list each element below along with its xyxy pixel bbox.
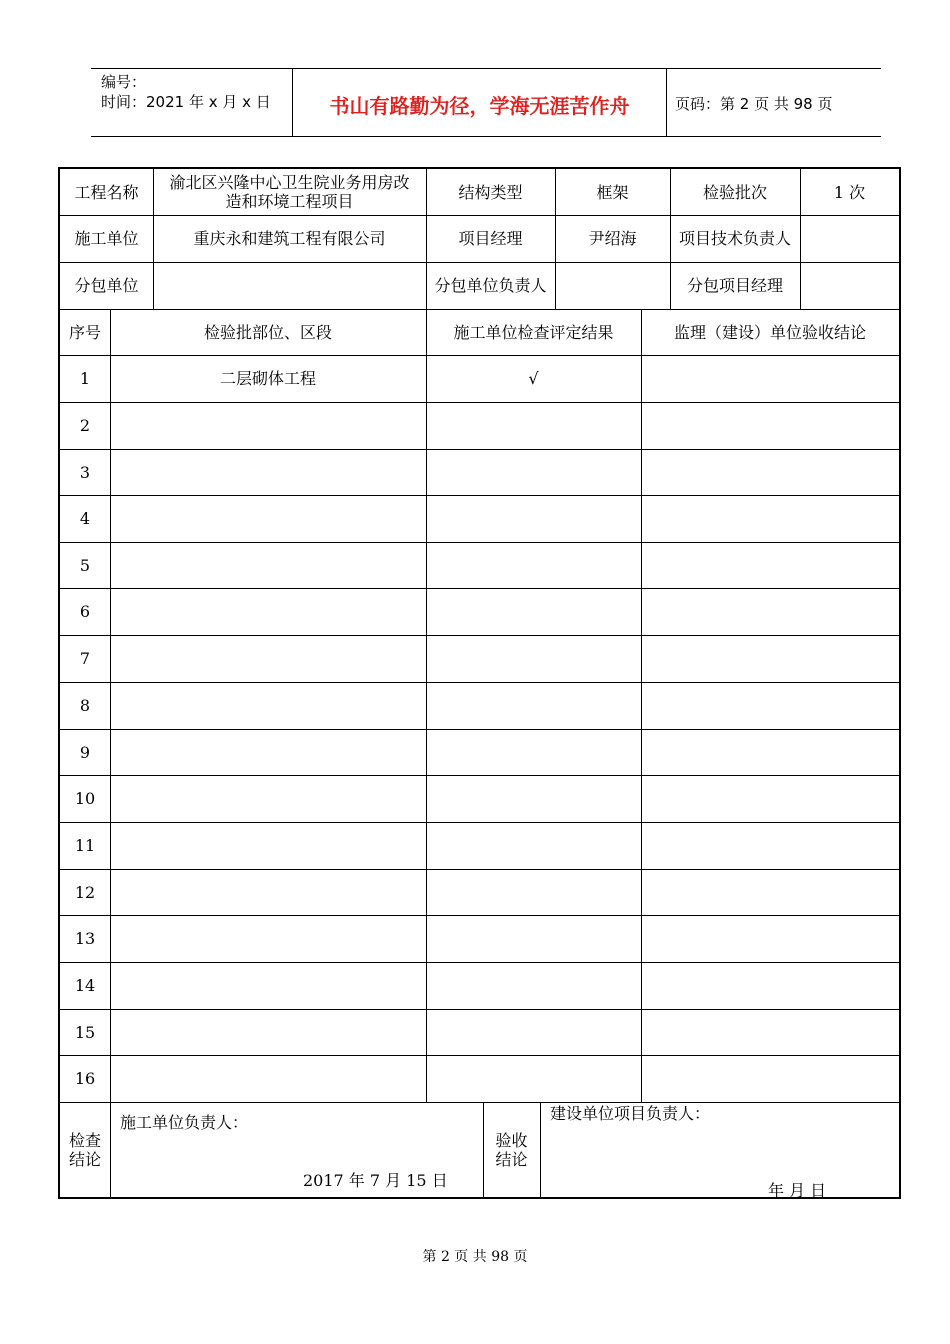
accept-conclusion-label [483, 1102, 540, 1197]
row-result[interactable] [426, 402, 641, 449]
row-result[interactable] [426, 1055, 641, 1102]
row-result[interactable] [426, 495, 641, 542]
row-seq: 16 [74, 1069, 96, 1088]
row-seq: 3 [79, 462, 91, 482]
row-location[interactable] [110, 588, 426, 635]
sub-lead-value[interactable] [555, 262, 670, 309]
project-name-line2: 造和环境工程项目 [225, 192, 354, 211]
row-result[interactable] [426, 962, 641, 1009]
header-slogan-cell [292, 69, 667, 136]
col-seq-header: 序号 [68, 322, 101, 342]
row-conclusion[interactable] [641, 682, 899, 729]
row-result[interactable] [426, 1009, 641, 1055]
owner-sign-date: 年 月 日 [768, 1180, 827, 1200]
sub-lead-label: 分包单位负责人 [434, 276, 547, 295]
project-name-line1: 渝北区兴隆中心卫生院业务用房改 [169, 173, 410, 192]
row-location[interactable] [110, 962, 426, 1009]
row-result[interactable] [426, 682, 641, 729]
page-footer: 第 2 页 共 98 页 [422, 1249, 528, 1265]
slogan: 书山有路勤为径，学海无涯苦作舟 [329, 94, 630, 118]
row-seq: 11 [74, 836, 96, 855]
owner-sign-label: 建设单位项目负责人： [550, 1103, 711, 1123]
row-location[interactable] [110, 1055, 426, 1102]
row-seq: 1 [79, 369, 91, 388]
sub-pm-label: 分包项目经理 [686, 276, 783, 295]
batch-label: 检验批次 [702, 182, 767, 202]
inspection-table [58, 167, 901, 1199]
accept-label-line2: 结论 [495, 1149, 528, 1169]
row-seq: 4 [79, 509, 91, 528]
contractor-value: 重庆永和建筑工程有限公司 [193, 229, 386, 248]
tech-lead-value[interactable] [800, 215, 899, 262]
project-name-value [153, 169, 426, 215]
row-conclusion[interactable] [641, 449, 899, 495]
sub-value[interactable] [153, 262, 426, 309]
row-seq: 10 [74, 789, 96, 808]
row-location[interactable] [110, 449, 426, 495]
row-location[interactable] [110, 682, 426, 729]
check-conclusion-label [60, 1102, 110, 1197]
row-seq: 7 [79, 649, 91, 668]
contractor-sign-label: 施工单位负责人： [120, 1112, 249, 1132]
row-location[interactable] [110, 775, 426, 822]
structure-type-value: 框架 [596, 182, 629, 202]
row-result[interactable] [426, 775, 641, 822]
pm-value: 尹绍海 [588, 229, 637, 248]
header-page-cell [666, 69, 881, 136]
row-result[interactable] [426, 822, 641, 869]
pm-label: 项目经理 [458, 229, 523, 248]
row-conclusion[interactable] [641, 542, 899, 588]
row-conclusion[interactable] [641, 588, 899, 635]
row-location[interactable] [110, 635, 426, 682]
row-location[interactable] [110, 1009, 426, 1055]
page-info: 页码：第 2 页 共 98 页 [675, 95, 833, 113]
row-seq: 14 [74, 976, 96, 995]
row-location[interactable] [110, 729, 426, 775]
row-seq: 9 [79, 742, 91, 762]
row-seq: 13 [74, 929, 96, 948]
check-label-line2: 结论 [68, 1149, 101, 1169]
row-result[interactable] [426, 449, 641, 495]
row-location[interactable] [110, 542, 426, 588]
row-location[interactable] [110, 822, 426, 869]
row-location[interactable]: 二层砌体工程 [219, 369, 316, 388]
row-result[interactable] [426, 915, 641, 962]
number-label: 编号： [101, 73, 147, 91]
row-seq: 6 [79, 602, 91, 621]
header-meta [91, 69, 292, 136]
sub-pm-value[interactable] [800, 262, 899, 309]
row-conclusion[interactable] [641, 402, 899, 449]
row-result[interactable]: √ [528, 369, 539, 388]
row-location[interactable] [110, 495, 426, 542]
row-result[interactable] [426, 869, 641, 915]
row-seq: 5 [79, 555, 91, 575]
row-conclusion[interactable] [641, 355, 899, 402]
row-conclusion[interactable] [641, 635, 899, 682]
row-location[interactable] [110, 869, 426, 915]
contractor-label: 施工单位 [74, 229, 139, 248]
col-conclusion-header: 监理（建设）单位验收结论 [673, 322, 866, 342]
time-label: 时间：2021 年 x 月 x 日 [101, 93, 271, 111]
check-label-line1: 检查 [68, 1130, 101, 1150]
row-conclusion[interactable] [641, 495, 899, 542]
row-conclusion[interactable] [641, 775, 899, 822]
tech-lead-label: 项目技术负责人 [678, 229, 791, 248]
contractor-sign-date: 2017 年 7 月 15 日 [303, 1170, 448, 1190]
col-result-header: 施工单位检查评定结果 [453, 322, 614, 342]
sub-label: 分包单位 [74, 276, 139, 295]
row-location[interactable] [110, 915, 426, 962]
row-result[interactable] [426, 588, 641, 635]
row-location[interactable] [110, 402, 426, 449]
row-seq: 8 [79, 696, 91, 715]
row-seq: 2 [79, 416, 91, 435]
row-conclusion[interactable] [641, 962, 899, 1009]
row-conclusion[interactable] [641, 869, 899, 915]
row-result[interactable] [426, 729, 641, 775]
project-name-label: 工程名称 [74, 182, 139, 202]
batch-value: 1 次 [833, 182, 866, 202]
row-conclusion[interactable] [641, 822, 899, 869]
row-result[interactable] [426, 542, 641, 588]
row-conclusion[interactable] [641, 1009, 899, 1055]
accept-label-line1: 验收 [495, 1130, 528, 1150]
document-header [91, 68, 881, 137]
row-conclusion[interactable] [641, 915, 899, 962]
row-result[interactable] [426, 635, 641, 682]
row-seq: 12 [74, 882, 96, 902]
structure-type-label: 结构类型 [458, 182, 523, 202]
row-conclusion[interactable] [641, 729, 899, 775]
row-seq: 15 [74, 1022, 96, 1042]
col-location-header: 检验批部位、区段 [203, 322, 332, 342]
row-conclusion[interactable] [641, 1055, 899, 1102]
